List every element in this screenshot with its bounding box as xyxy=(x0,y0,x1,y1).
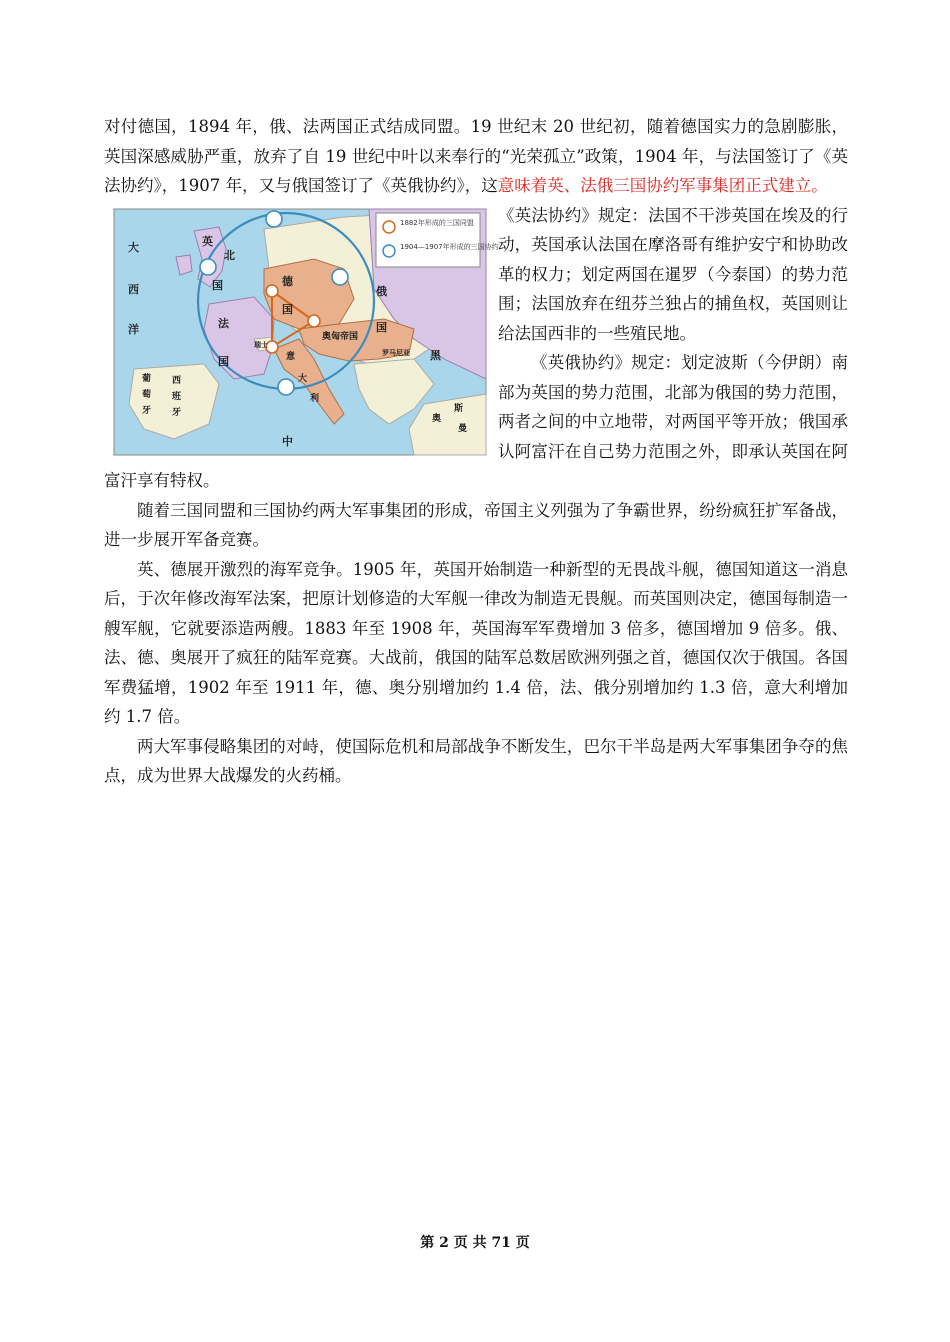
europe-alliance-map xyxy=(114,209,499,455)
map-label-russia-2: 国 xyxy=(376,320,387,334)
map-label-uk-2: 国 xyxy=(212,278,223,292)
map-label-uk: 英 xyxy=(202,234,213,248)
map-label-atlantic-2: 西 xyxy=(128,282,139,296)
map-label-black-sea: 黑 xyxy=(430,348,441,362)
paragraph-6 xyxy=(104,732,848,791)
paragraph-6-text: 两大军事侵略集团的对峙，使国际危机和局部战争不断发生，巴尔干半岛是两大军事集团争夺的焦点，成为世界大战爆发的火药桶。 xyxy=(104,736,848,785)
entente-node-britain xyxy=(200,259,216,275)
paragraph-1-text: 对付德国，1894 年，俄、法两国正式结成同盟。19 世纪末 20 世纪初，随着德国实力的急剧膨胀，英国深感威胁严重，放弃了自 19 世纪中叶以来奉行的“光荣孤立”政策，1904 年，与法国签订了《英法协约》，1907 年，又与俄国签订了《英俄协约》，这 xyxy=(104,117,848,195)
map-label-italy-3: 利 xyxy=(310,393,320,404)
map-label-italy-1: 意 xyxy=(286,351,296,362)
alliance-node-germany xyxy=(266,285,278,297)
map-label-germany-2: 国 xyxy=(282,302,293,316)
paragraph-3-text: 《英俄协约》规定：划定波斯（今伊朗）南部为英国的势力范围，北部为俄国的势力范围，两者之间的中立地带，对两国平等开放；俄国承认阿富汗在自己势力范围之外，即承认英国在阿富汗享有特权。 xyxy=(104,353,848,490)
map-label-portugal-2: 萄 xyxy=(142,389,152,400)
map-label-ottoman-2: 斯 xyxy=(454,403,464,414)
entente-node-south xyxy=(278,379,294,395)
map-label-mediterranean: 中 xyxy=(282,434,293,448)
map-label-atlantic-3: 洋 xyxy=(128,322,139,336)
legend-label-entente: 1904—1907年形成的三国协约 xyxy=(400,242,499,251)
paragraph-4-text: 随着三国同盟和三国协约两大军事集团的形成，帝国主义列强为了争霸世界，纷纷疯狂扩军备战，进一步展开军备竞赛。 xyxy=(104,500,848,549)
page-footer: 第 2 页 共 71 页 xyxy=(420,1235,530,1251)
legend-label-alliance: 1882年形成的三国同盟 xyxy=(400,218,474,227)
map-label-austria: 奥匈帝国 xyxy=(322,331,359,342)
map-label-spain-2: 班 xyxy=(172,391,182,402)
map-label-portugal-1: 葡 xyxy=(142,373,152,384)
map-label-atlantic-1: 大 xyxy=(128,240,139,254)
alliance-node-austria xyxy=(308,315,320,327)
paragraph-1-highlight: 意味着英、法俄三国协约军事集团正式建立。 xyxy=(497,176,828,195)
paragraph-4 xyxy=(104,496,848,555)
map-label-russia-1: 俄 xyxy=(376,284,387,298)
entente-node-north xyxy=(266,211,282,227)
map-label-romania: 罗马尼亚 xyxy=(382,348,410,357)
map-label-ottoman-3: 曼 xyxy=(458,423,468,434)
map-label-france-1: 法 xyxy=(218,316,229,330)
paragraph-5 xyxy=(104,555,848,732)
map-figure xyxy=(114,209,499,455)
map-label-switzerland: 瑞士 xyxy=(254,340,268,349)
map-label-spain-3: 牙 xyxy=(172,407,182,418)
map-label-ottoman-1: 奥 xyxy=(432,413,442,424)
paragraph-1 xyxy=(104,112,848,201)
map-label-spain-1: 西 xyxy=(172,375,182,386)
entente-node-russia xyxy=(332,269,348,285)
map-label-north-sea: 北 xyxy=(224,248,235,262)
map-label-italy-2: 大 xyxy=(298,373,308,384)
map-label-germany-1: 德 xyxy=(282,274,293,288)
map-label-france-2: 国 xyxy=(218,354,229,368)
map-label-portugal-3: 牙 xyxy=(142,405,152,416)
paragraph-2-text: 《英法协约》规定：法国不干涉英国在埃及的行动，英国承认法国在摩洛哥有维护安宁和协助改革的权力；划定两国在暹罗（今泰国）的势力范围；法国放弃在纽芬兰独占的捕鱼权，英国则让给法国西非的一些殖民地。 xyxy=(498,205,848,343)
paragraph-5-text: 英、德展开激烈的海军竞争。1905 年，英国开始制造一种新型的无畏战斗舰，德国知道这一消息后，于次年修改海军法案，把原计划修造的大军舰一律改为制造无畏舰。而英国则决定，德国每制造一艘军舰，它就要添造两艘。1883 年至 1908 年，英国海军军费增加 3 倍多，德国增加 9 倍多。俄、法、德、奥展开了疯狂的陆军竞赛。大战前，俄国的陆军总数居欧洲列强之首，德国仅次于俄国。各国军费猛增，1902 年至 1911 年，德、奥分别增加约 1.4 倍，法、俄分别增加约 1.3 倍，意大利增加约 1.7 倍。 xyxy=(104,559,848,726)
document-body xyxy=(104,112,848,791)
